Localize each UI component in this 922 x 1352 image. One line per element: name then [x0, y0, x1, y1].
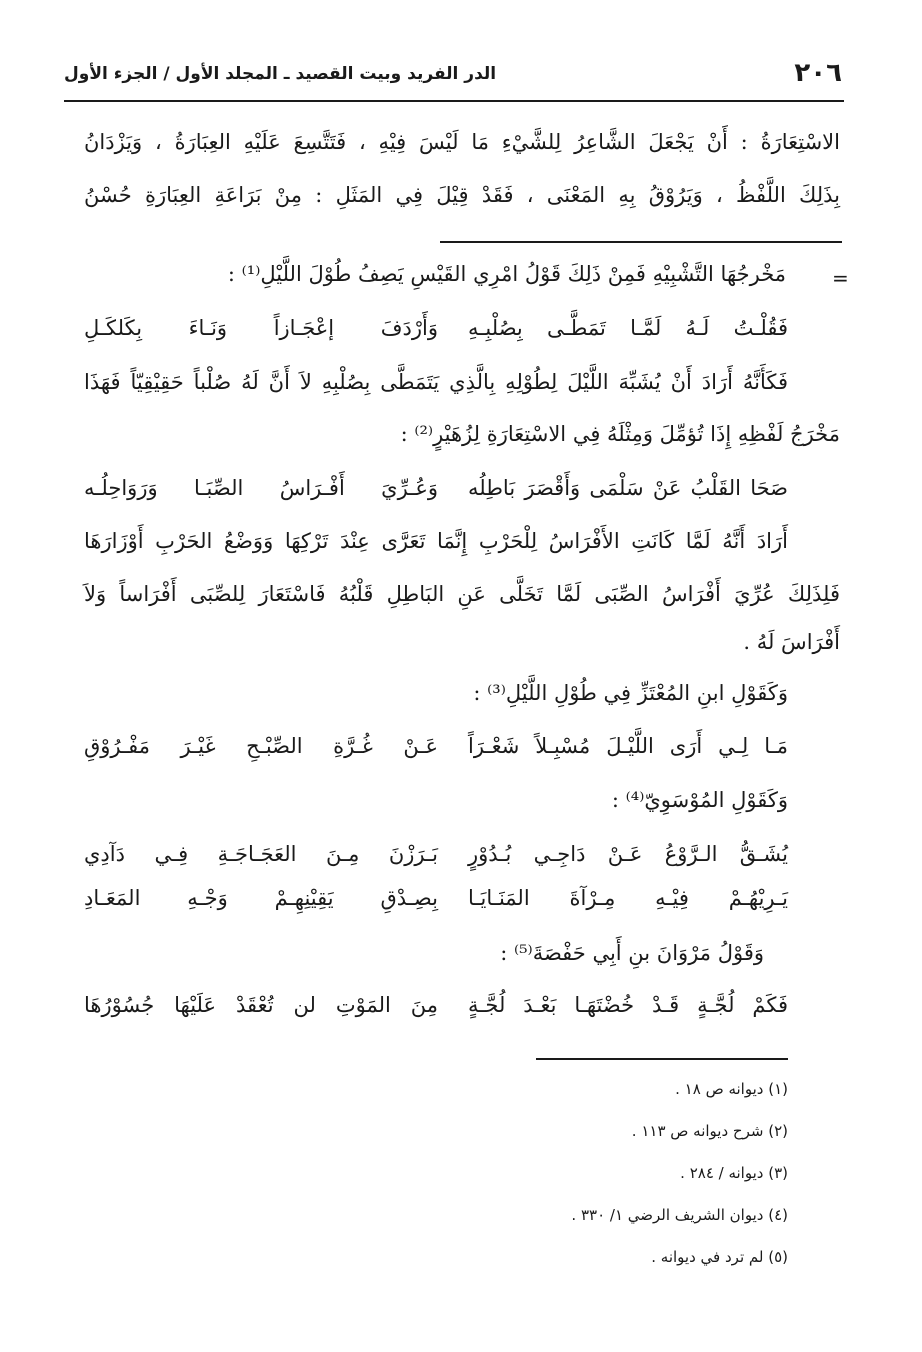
section-divider [440, 241, 842, 243]
verse-4-first-hemistich: يُشَـقُّ الـرَّوْعُ عَـنْ دَاجِـي بُـدُوْرٍ [468, 842, 788, 866]
paragraph-6: وَقَوْلُ مَرْوَانَ بنِ أَبِي حَفْصَةَ⁽⁵⁾ : [500, 941, 764, 965]
paragraph-2-line-2: مَخْرَجُ لَفْظِهِ إِذَا تُؤمِّلَ وَمِثْلَهُ فِي الاسْتِعَارَةِ لِزُهَيْرٍ⁽²⁾ : [400, 422, 840, 446]
header-rule [64, 100, 844, 102]
paragraph-3-line-1: أَرَادَ أَنَّهُ لَمَّا كَانَتِ الأَفْرَاسُ لِلْحَرْبِ إِنَّمَا تَعَرَّى عِنْدَ تَرْكِهَا وَوَضْعُ الحَرْبِ أَوْزَارَهَا [84, 529, 788, 553]
footnote-5: (٥) لم ترد في ديوانه . [651, 1248, 788, 1266]
verse-1-first-hemistich: فَقُلْـتُ لَـهُ لَمَّـا تَمَطَّـى بِصُلْبِـهِ [468, 316, 788, 340]
paragraph-1: مَخْرجُهَا التَّشْبِيْهِ فَمِنْ ذَلِكَ قَوْلُ امْرِي القَيْسِ يَصِفُ طُوْلَ اللَّيْلِ⁽¹⁾ : [227, 262, 786, 286]
verse-6-first-hemistich: فَكَمْ لُجَّـةٍ قَـدْ خُضْتَهَـا بَعْـدَ لُجَّـةٍ [468, 993, 788, 1017]
verse-6-second-hemistich: مِنَ المَوْتِ لن تُعْقَدْ عَلَيْهَا جُسُوْرُهَا [84, 993, 438, 1017]
paragraph-3-line-2: فَلِذَلِكَ عُرِّيَ أَفْرَاسُ الصِّبَى لَمَّا تَخَلَّى عَنِ البَاطِلِ قَلْبُهُ فَاسْتَعَارَ لِلصِّبَى أَفْرَاساً وَلاَ [84, 582, 840, 606]
intro-line-2: بِذَلِكَ اللَّفْظُ ، وَيَرُوْقُ بِهِ المَعْنَى ، فَقَدْ قِيْلَ فِي المَثَلِ : مِنْ بَرَاعَةِ العِبَارَةِ حُسْنُ [84, 183, 840, 207]
footnote-1: (١) ديوانه ص ١٨ . [675, 1080, 788, 1098]
running-title: الدر الفريد وبيت القصيد ـ المجلد الأول / الجزء الأول [64, 64, 497, 84]
page-header [64, 56, 842, 96]
intro-line-1: الاسْتِعَارَةُ : أَنْ يَجْعَلَ الشَّاعِرُ لِلشَّيْءِ مَا لَيْسَ فِيْهِ ، فَتَتَّسِعَ عَلَيْهِ العِبَارَةُ ، وَيَزْدَانُ [84, 130, 840, 154]
paragraph-3-line-3: أَفْرَاسَ لَهُ . [743, 630, 840, 654]
verse-3-first-hemistich: مَـا لِـي أَرَى اللَّيْـلَ مُسْبِـلاً شَعْـرَاً [468, 734, 788, 758]
paragraph-2-line-1: فَكَأَنَّهُ أَرَادَ أَنْ يُشَبِّهَ اللَّيْلَ لِطُوْلِهِ بِالَّذِي يَتَمَطَّى بِصُلْبِهِ لاَ أَنَّ لَهُ صُلْباً حَقِيْقِيّاً فَهَذَا [84, 370, 788, 394]
continuation-mark: = [832, 266, 849, 290]
footnote-2: (٢) شرح ديوانه ص ١١٣ . [631, 1122, 788, 1140]
footnote-separator [536, 1058, 788, 1060]
paragraph-4: وَكَقَوْلِ ابنِ المُعْتَزِّ فِي طُوْلِ اللَّيْلِ⁽³⁾ : [473, 681, 788, 705]
verse-4-second-hemistich: بَـرَزْنَ مِـنَ العَجَـاجَـةِ فِـي دَآدِي [84, 842, 438, 866]
verse-3-second-hemistich: عَـنْ غُـرَّةِ الصِّبْـحِ غَيْـرَ مَفْـرُوْقِ [84, 734, 438, 758]
verse-2-second-hemistich: وَعُـرِّيَ أَفْـرَاسُ الصِّبَـا وَرَوَاحِلُـه [84, 476, 438, 500]
verse-5-first-hemistich: يَـرِيْهُـمْ فِيْـهِ مِـرْآةَ المَنَـايَـا [468, 886, 788, 910]
verse-5-second-hemistich: بِصِـدْقِ يَقِيْنِهِـمْ وَجْـهِ المَعَـادِ [84, 886, 438, 910]
verse-2-first-hemistich: صَحَا القَلْبُ عَنْ سَلْمَى وَأَقْصَرَ بَاطِلُه [468, 476, 788, 500]
verse-1-second-hemistich: وَأَرْدَفَ إعْجَـازاً وَنَـاءَ بِكَلكَـلِ [84, 316, 438, 340]
footnote-4: (٤) ديوان الشريف الرضي ١/ ٣٣٠ . [571, 1206, 788, 1224]
paragraph-5: وَكَقَوْلِ المُوْسَوِيّ⁽⁴⁾ : [611, 788, 788, 812]
page-number: ٢٠٦ [794, 58, 842, 88]
footnote-3: (٣) ديوانه / ٢٨٤ . [680, 1164, 788, 1182]
